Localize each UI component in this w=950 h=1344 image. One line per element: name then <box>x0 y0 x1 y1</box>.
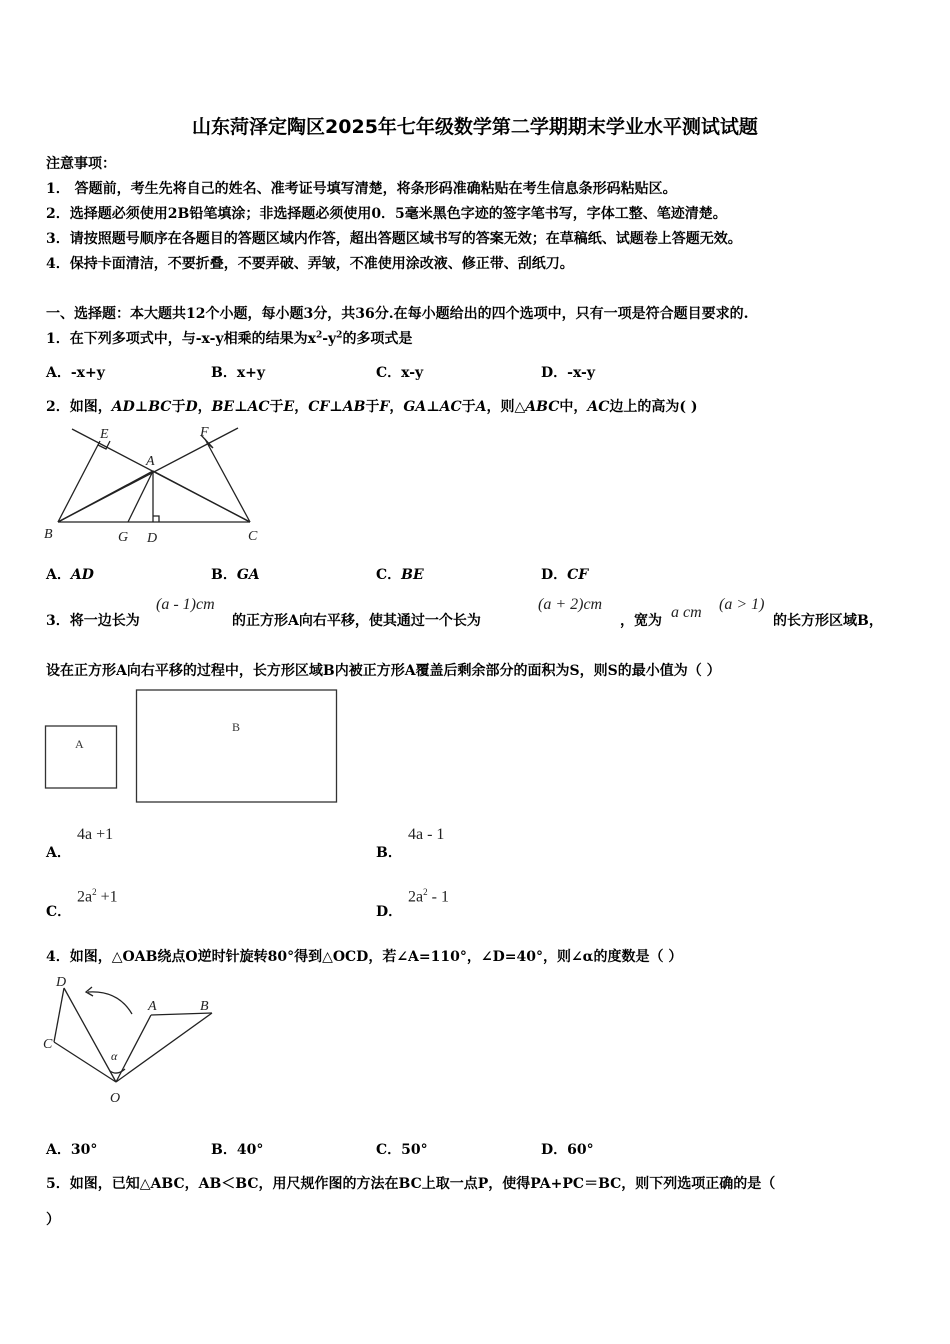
q3-math-width: a cm <box>671 604 702 621</box>
q1-option-c[interactable]: C．x-y <box>376 365 424 381</box>
q4-label-b: B <box>200 999 209 1014</box>
q2-seg-2: D <box>185 399 198 415</box>
q2-label-e: E <box>100 427 109 442</box>
q2-label-d: D <box>147 531 158 546</box>
q3-option-c-sup: 2 <box>92 887 97 897</box>
q4-option-c[interactable]: C．50° <box>376 1142 428 1158</box>
q4-line-ob <box>116 1013 212 1082</box>
q3-option-c-value[interactable] <box>77 887 118 906</box>
q3-option-d-base: 2a <box>408 888 424 906</box>
page-title: 山东菏泽定陶区2025年七年级数学第二学期期末学业水平测试试题 <box>192 116 758 138</box>
q2-right-angle-d <box>153 516 159 522</box>
q1-option-a[interactable]: A．-x+y <box>46 365 105 381</box>
section-heading: 一、选择题：本大题共12个小题，每小题3分，共36分.在每小题给出的四个选项中，只有一项是符合题目要求的. <box>46 306 749 322</box>
q3-option-d-sup: 2 <box>423 887 428 897</box>
q3-part-1: 3．将一边长为 <box>46 613 140 629</box>
q4-label-a: A <box>148 999 157 1014</box>
q1-sup-1: 2 <box>315 330 323 341</box>
q3-option-d-letter[interactable]: D． <box>376 904 403 920</box>
q1-option-b[interactable]: B．x+y <box>211 365 266 381</box>
q2-option-a-letter: A． <box>46 567 71 583</box>
q3-line-2: 设在正方形A向右平移的过程中，长方形区域B内被正方形A覆盖后剩余部分的面积为S，则S的最小值为（ ） <box>46 663 721 679</box>
q2-option-b-value: GA <box>236 567 260 583</box>
q2-seg-5: CF⊥AB <box>308 399 366 415</box>
q3-figure <box>44 688 344 806</box>
q2-label-a: A <box>146 454 155 469</box>
q4-option-a[interactable]: A．30° <box>46 1142 98 1158</box>
q1-option-d[interactable]: D．-x-y <box>541 365 595 381</box>
q2-txt-1: 于 <box>171 399 186 415</box>
q3-option-a-value[interactable]: 4a +1 <box>77 826 114 843</box>
q2-label-g: G <box>118 530 129 545</box>
q2-txt-7: 于 <box>461 399 476 415</box>
q4-label-c: C <box>43 1037 53 1052</box>
q2-line-be <box>58 441 100 522</box>
q4-line-co <box>54 1042 116 1082</box>
question-5: 5．如图，已知△ABC，AB＜BC，用尺规作图的方法在BC上取一点P，使得PA+PC＝BC，则下列选项正确的是（ <box>46 1176 776 1192</box>
q3-part-4: 的长方形区域B， <box>773 613 883 629</box>
q2-label-f: F <box>200 425 209 440</box>
q3-part-2: 的正方形A向右平移，使其通过一个长为 <box>232 613 481 629</box>
q4-option-b[interactable]: B．40° <box>211 1142 264 1158</box>
q2-txt-6: ， <box>389 399 404 415</box>
q3-option-d-rest: - 1 <box>427 888 449 906</box>
q2-option-b[interactable] <box>211 564 260 584</box>
q3-option-c-letter[interactable]: C． <box>46 904 72 920</box>
label-square-a: A <box>75 737 84 751</box>
q1-text-pre: 1．在下列多项式中，与-x-y相乘的结果为x <box>46 331 316 347</box>
q2-label-b: B <box>44 527 53 542</box>
q2-option-d-value: CF <box>567 567 589 583</box>
q2-seg-9: ABC <box>525 399 560 415</box>
q4-label-o: O <box>110 1091 121 1106</box>
q2-seg-7: GA⊥AC <box>403 399 462 415</box>
q2-txt-4: ， <box>294 399 309 415</box>
q2-txt-5: 于 <box>365 399 380 415</box>
q3-option-c-rest: +1 <box>96 888 118 906</box>
q4-figure <box>40 970 225 1110</box>
q2-txt-2: ， <box>197 399 212 415</box>
q3-part-3: ，宽为 <box>620 613 662 629</box>
q2-option-d-letter: D． <box>541 567 568 583</box>
q2-seg-6: F <box>379 399 390 415</box>
q3-math-condition: (a > 1) <box>719 596 765 613</box>
q3-option-a-letter[interactable]: A． <box>46 845 71 861</box>
q2-seg-1: AD⊥BC <box>111 399 172 415</box>
q3-math-length: (a + 2)cm <box>538 596 603 613</box>
q4-option-d[interactable]: D．60° <box>541 1142 594 1158</box>
q1-sup-2: 2 <box>336 330 343 341</box>
q2-option-c-value: BE <box>401 567 424 583</box>
q2-line-bf <box>58 428 238 522</box>
q2-seg-3: BE⊥AC <box>211 399 270 415</box>
question-1 <box>46 328 412 348</box>
q2-option-c[interactable] <box>376 564 424 584</box>
q2-txt-9: 中， <box>559 399 588 415</box>
q4-line-od <box>64 988 116 1082</box>
q2-label-c: C <box>248 529 258 544</box>
notice-heading: 注意事项： <box>46 156 116 172</box>
q4-rotation-arc <box>88 992 132 1014</box>
q2-txt-8: ，则△ <box>486 399 526 415</box>
q2-option-a[interactable] <box>46 564 94 584</box>
rectangle-b <box>137 690 337 802</box>
q2-seg-8: A <box>475 399 487 415</box>
q2-txt-10: 边上的高为( ) <box>609 399 698 415</box>
q2-option-c-letter: C． <box>376 567 402 583</box>
question-5-cont: ） <box>46 1212 60 1228</box>
q1-text-post: 的多项式是 <box>342 331 413 347</box>
q4-label-alpha: α <box>111 1049 118 1063</box>
q2-seg-4: E <box>283 399 295 415</box>
q1-text-mid: -y <box>322 331 337 347</box>
notice-item-4: 4．保持卡面清洁，不要折叠，不要弄破、弄皱，不准使用涂改液、修正带、刮纸刀。 <box>46 256 574 272</box>
q2-num: 2．如图， <box>46 399 112 415</box>
q4-label-d: D <box>56 975 67 990</box>
q2-txt-3: 于 <box>269 399 284 415</box>
q2-figure <box>40 420 280 550</box>
q2-option-a-value: AD <box>70 567 94 583</box>
notice-item-2: 2．选择题必须使用2B铅笔填涂；非选择题必须使用0．5毫米黑色字迹的签字笔书写，字体工整、笔迹清楚。 <box>46 206 727 222</box>
square-a <box>46 726 117 788</box>
q3-math-side: (a - 1)cm <box>156 596 215 613</box>
q3-option-c-base: 2a <box>77 888 93 906</box>
notice-item-3: 3．请按照题号顺序在各题目的答题区域内作答，超出答题区域书写的答案无效；在草稿纸、试题卷上答题无效。 <box>46 231 742 247</box>
label-rectangle-b: B <box>232 720 241 734</box>
q3-option-b-letter[interactable]: B． <box>376 845 402 861</box>
question-4: 4．如图，△OAB绕点O逆时针旋转80°得到△OCD，若∠A=110°，∠D=40°，则∠α的度数是（ ） <box>46 949 683 965</box>
q2-option-d[interactable] <box>541 564 588 584</box>
q2-option-b-letter: B． <box>211 567 237 583</box>
q2-seg-10: AC <box>587 399 610 415</box>
q3-option-d-value[interactable] <box>408 887 449 906</box>
notice-item-1: 1． 答题前，考生先将自己的姓名、准考证号填写清楚，将条形码准确粘贴在考生信息条形码粘贴区。 <box>46 181 677 197</box>
q3-option-b-value[interactable]: 4a - 1 <box>408 826 445 843</box>
q4-line-dc <box>54 988 64 1042</box>
question-2 <box>46 396 698 416</box>
